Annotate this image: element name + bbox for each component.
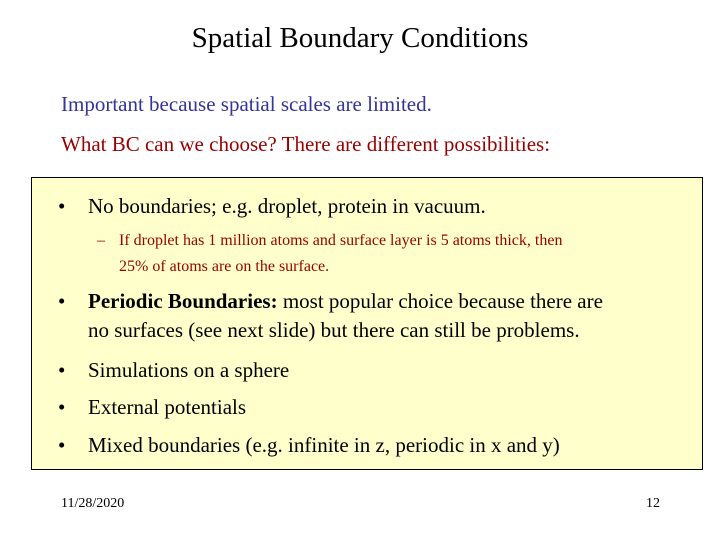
bullet-text: External potentials xyxy=(88,395,247,419)
slide-title: Spatial Boundary Conditions xyxy=(191,22,529,54)
sub-bullet-text-line-2: 25% of atoms are on the surface. xyxy=(119,258,330,275)
bullet-marker: • xyxy=(58,433,66,457)
bullet-periodic-boundaries xyxy=(58,287,603,345)
bullet-text: Mixed boundaries (e.g. infinite in z, periodic in x and y) xyxy=(88,433,560,457)
bullet-text-line-2: no surfaces (see next slide) but there can still be problems. xyxy=(88,318,580,342)
sub-bullet-marker: – xyxy=(97,232,105,249)
bullet-text: Simulations on a sphere xyxy=(88,358,290,382)
bullet-text: No boundaries; e.g. droplet, protein in vacuum. xyxy=(88,194,486,218)
bullet-mixed-boundaries xyxy=(58,431,560,460)
intro-line-question: What BC can we choose? There are different possibilities: xyxy=(61,132,551,156)
bullet-marker: • xyxy=(58,194,66,218)
bullet-marker: • xyxy=(58,289,66,313)
bullet-no-boundaries xyxy=(58,192,486,221)
bullet-sphere xyxy=(58,356,289,385)
sub-bullet-text-line-1: If droplet has 1 million atoms and surface layer is 5 atoms thick, then xyxy=(119,232,563,249)
bullet-bold-lead: Periodic Boundaries: xyxy=(88,289,278,313)
bullet-external-potentials xyxy=(58,393,246,422)
bullet-marker: • xyxy=(58,395,66,419)
bullet-marker: • xyxy=(58,358,66,382)
footer-date: 11/28/2020 xyxy=(61,496,125,511)
sub-bullet-droplet-example xyxy=(97,228,562,280)
bullet-text-line-1 xyxy=(88,287,603,316)
footer-page-number: 12 xyxy=(646,496,660,511)
bullet-text-rest: most popular choice because there are xyxy=(277,289,603,313)
intro-line-importance: Important because spatial scales are limited. xyxy=(61,92,432,116)
